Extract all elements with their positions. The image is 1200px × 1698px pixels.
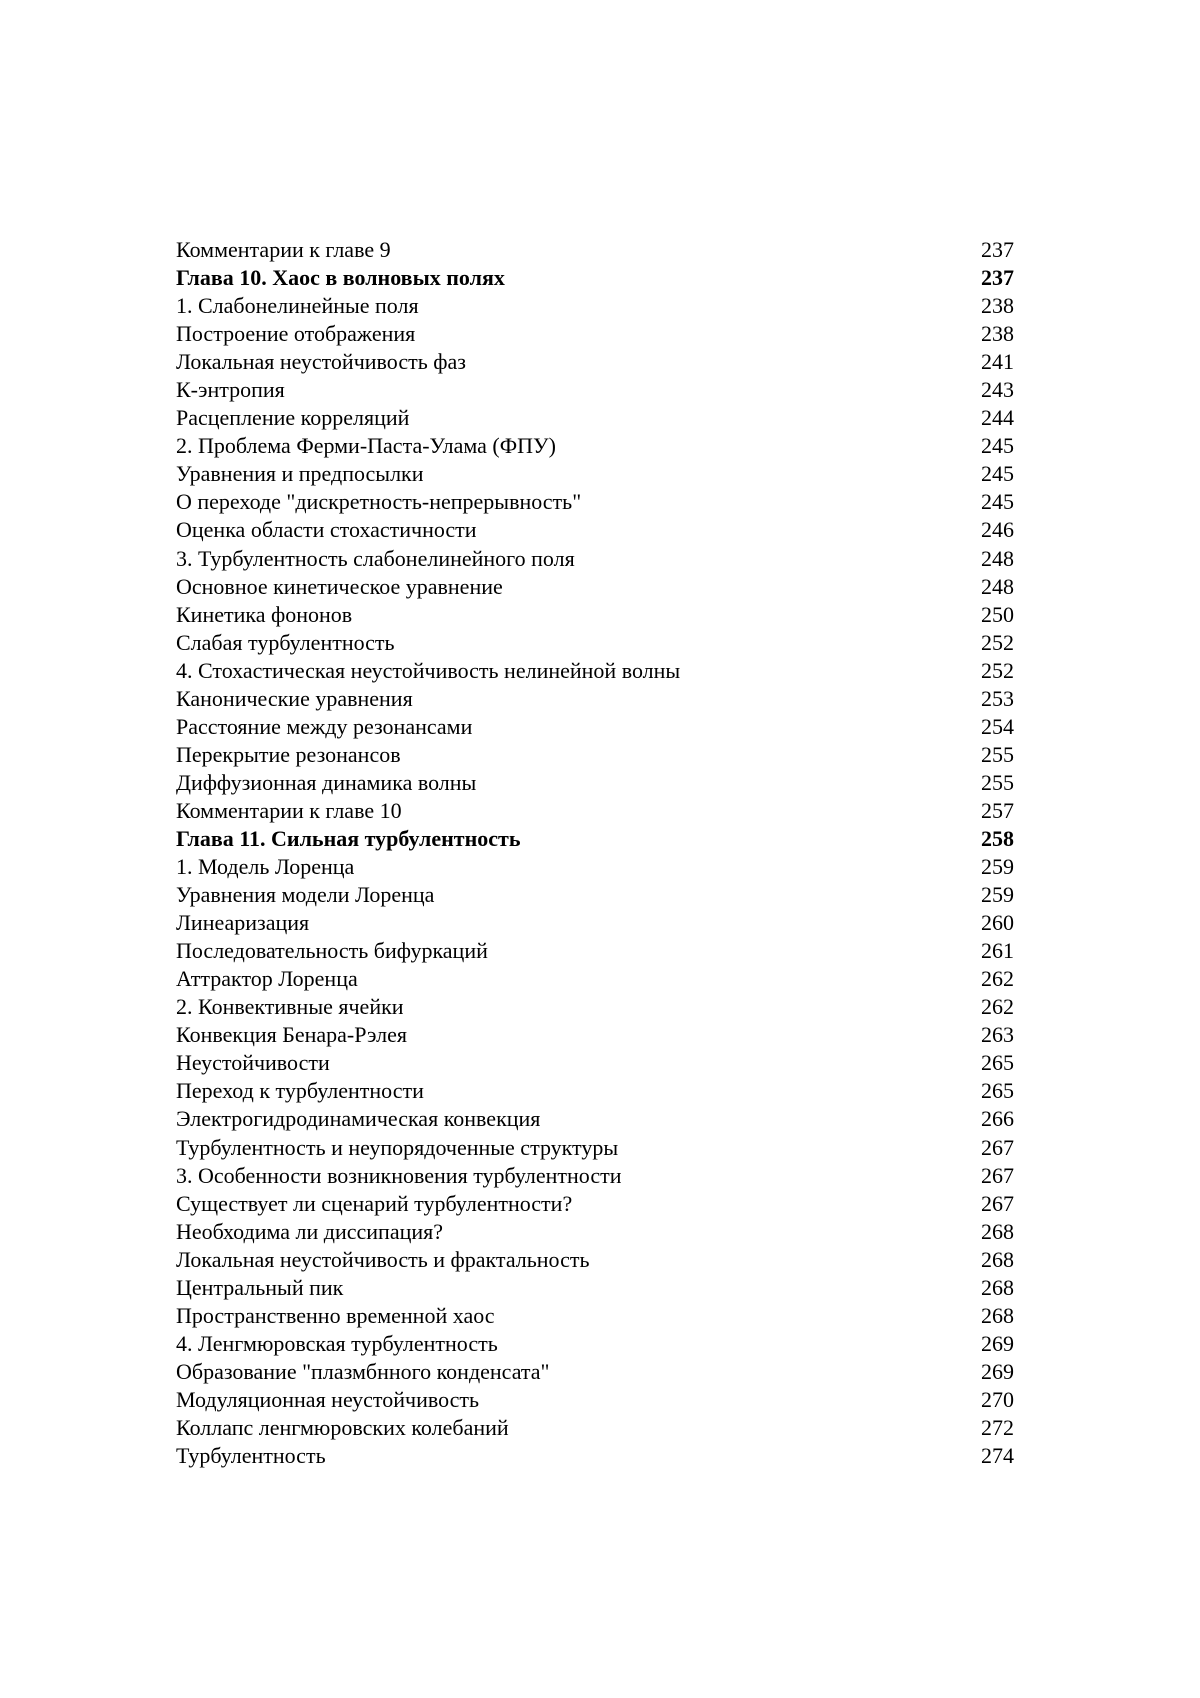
toc-entry-page-number: 263: [981, 1022, 1014, 1048]
toc-entry-page-number: 255: [981, 741, 1014, 767]
toc-entry-page-number: 241: [981, 349, 1014, 375]
toc-entry: [176, 1190, 1014, 1218]
toc-entry: [176, 348, 1014, 376]
toc-entry: [176, 1358, 1014, 1386]
toc-entry: [176, 1274, 1014, 1302]
toc-entry-title: К-энтропия: [176, 377, 285, 403]
toc-entry: [176, 1246, 1014, 1274]
toc-entry: [176, 685, 1014, 713]
toc-entry-title: Комментарии к главе 9: [176, 237, 391, 262]
toc-entry: [176, 965, 1014, 993]
toc-entry-page-number: 269: [981, 1330, 1014, 1356]
toc-entry-page-number: 254: [981, 713, 1014, 739]
table-of-contents: [176, 236, 1014, 1470]
toc-entry-page-number: 238: [981, 293, 1014, 319]
toc-entry-title: Центральный пик: [176, 1274, 344, 1300]
toc-entry-title: Коллапс ленгмюровских колебаний: [176, 1414, 509, 1440]
toc-entry: [176, 1330, 1014, 1358]
toc-entry: [176, 432, 1014, 460]
toc-entry: [176, 1021, 1014, 1049]
toc-entry: [176, 601, 1014, 629]
toc-entry-page-number: 237: [981, 237, 1014, 262]
toc-entry-page-number: 243: [981, 377, 1014, 403]
toc-entry: [176, 741, 1014, 769]
toc-entry-title: 3. Особенности возникновения турбулентности: [176, 1162, 622, 1188]
toc-entry: [176, 713, 1014, 741]
toc-entry-page-number: 252: [981, 657, 1014, 683]
toc-entry-page-number: 259: [981, 882, 1014, 908]
toc-entry-page-number: 274: [981, 1443, 1014, 1469]
toc-entry: [176, 797, 1014, 825]
toc-entry: [176, 292, 1014, 320]
toc-entry-page-number: 248: [981, 545, 1014, 571]
toc-entry: [176, 1105, 1014, 1133]
toc-entry-title: Глава 11. Сильная турбулентность: [176, 825, 521, 851]
toc-entry-title: Образование "плазмбнного конденсата": [176, 1358, 550, 1384]
toc-entry-page-number: 270: [981, 1386, 1014, 1412]
toc-entry-page-number: 245: [981, 433, 1014, 459]
toc-entry-page-number: 237: [981, 265, 1014, 291]
toc-entry-page-number: 245: [981, 461, 1014, 487]
toc-entry: [176, 1134, 1014, 1162]
toc-chapter-heading: [176, 825, 1014, 853]
toc-entry: [176, 937, 1014, 965]
toc-entry-page-number: 272: [981, 1414, 1014, 1440]
toc-entry-page-number: 248: [981, 573, 1014, 599]
toc-entry-title: Уравнения и предпосылки: [176, 461, 424, 487]
toc-entry-page-number: 268: [981, 1246, 1014, 1272]
toc-entry: [176, 376, 1014, 404]
toc-entry-title: Последовательность бифуркаций: [176, 938, 488, 964]
toc-entry: [176, 909, 1014, 937]
toc-entry-title: Электрогидродинамическая конвекция: [176, 1106, 541, 1132]
toc-entry-title: Конвекция Бенара-Рэлея: [176, 1022, 407, 1048]
toc-chapter-heading: [176, 264, 1014, 292]
toc-entry-page-number: 250: [981, 601, 1014, 627]
toc-entry-title: Линеаризация: [176, 910, 310, 936]
toc-entry-title: Диффузионная динамика волны: [176, 769, 477, 795]
toc-entry: [176, 404, 1014, 432]
toc-entry: [176, 488, 1014, 516]
toc-entry-title: Расцепление корреляций: [176, 405, 410, 431]
toc-entry: [176, 1218, 1014, 1246]
toc-entry-page-number: 238: [981, 321, 1014, 347]
toc-entry: [176, 516, 1014, 544]
toc-entry-title: 1. Слабонелинейные поля: [176, 293, 419, 319]
toc-entry-page-number: 268: [981, 1218, 1014, 1244]
toc-entry-page-number: 268: [981, 1274, 1014, 1300]
toc-entry: [176, 545, 1014, 573]
toc-entry-title: 4. Ленгмюровская турбулентность: [176, 1330, 498, 1356]
toc-entry: [176, 993, 1014, 1021]
toc-entry-title: Глава 10. Хаос в волновых полях: [176, 265, 505, 291]
toc-entry: [176, 1414, 1014, 1442]
toc-entry: [176, 573, 1014, 601]
toc-entry-page-number: 267: [981, 1190, 1014, 1216]
toc-entry-title: Локальная неустойчивость и фрактальность: [176, 1246, 590, 1272]
toc-entry-page-number: 246: [981, 517, 1014, 543]
toc-entry-title: 2. Конвективные ячейки: [176, 994, 404, 1020]
toc-entry-page-number: 265: [981, 1078, 1014, 1104]
toc-entry-title: Кинетика фононов: [176, 601, 353, 627]
toc-entry-title: Существует ли сценарий турбулентности?: [176, 1190, 573, 1216]
toc-entry-page-number: 268: [981, 1302, 1014, 1328]
toc-entry-title: Пространственно временной хаос: [176, 1302, 495, 1328]
toc-entry-page-number: 253: [981, 685, 1014, 711]
toc-entry-page-number: 269: [981, 1358, 1014, 1384]
toc-entry-title: Неустойчивости: [176, 1050, 330, 1076]
toc-entry-title: Переход к турбулентности: [176, 1078, 424, 1104]
toc-entry-title: Локальная неустойчивость фаз: [176, 349, 466, 375]
toc-entry-title: 1. Модель Лоренца: [176, 854, 355, 880]
toc-entry: [176, 1049, 1014, 1077]
toc-entry: [176, 1077, 1014, 1105]
toc-entry-title: Комментарии к главе 10: [176, 797, 402, 823]
toc-entry-title: Оценка области стохастичности: [176, 517, 477, 543]
toc-entry-title: Турбулентность и неупорядоченные структуры: [176, 1134, 619, 1160]
toc-entry-title: О переходе "дискретность-непрерывность": [176, 489, 582, 515]
toc-entry: [176, 769, 1014, 797]
toc-entry-page-number: 245: [981, 489, 1014, 515]
toc-entry-title: Турбулентность: [176, 1443, 326, 1469]
toc-entry-page-number: 265: [981, 1050, 1014, 1076]
toc-entry-page-number: 266: [981, 1106, 1014, 1132]
toc-entry-title: Построение отображения: [176, 321, 416, 347]
toc-entry: [176, 853, 1014, 881]
toc-entry: [176, 460, 1014, 488]
toc-entry: [176, 320, 1014, 348]
toc-entry-page-number: 258: [981, 825, 1014, 851]
toc-entry-title: 2. Проблема Ферми-Паста-Улама (ФПУ): [176, 433, 556, 459]
toc-entry-page-number: 259: [981, 854, 1014, 880]
toc-entry: [176, 881, 1014, 909]
toc-entry: [176, 1442, 1014, 1470]
toc-entry-page-number: 261: [981, 938, 1014, 964]
toc-entry-title: Аттрактор Лоренца: [176, 966, 358, 992]
toc-entry-page-number: 267: [981, 1134, 1014, 1160]
toc-entry-page-number: 252: [981, 629, 1014, 655]
toc-entry-page-number: 262: [981, 966, 1014, 992]
toc-entry-title: Перекрытие резонансов: [176, 741, 401, 767]
toc-entry: [176, 1162, 1014, 1190]
toc-entry: [176, 1386, 1014, 1414]
toc-entry-title: Слабая турбулентность: [176, 629, 395, 655]
toc-entry-page-number: 255: [981, 769, 1014, 795]
toc-entry-title: Основное кинетическое уравнение: [176, 573, 503, 599]
toc-entry-title: Расстояние между резонансами: [176, 713, 473, 739]
toc-entry-page-number: 262: [981, 994, 1014, 1020]
toc-entry-page-number: 257: [981, 797, 1014, 823]
toc-entry-title: Необходима ли диссипация?: [176, 1218, 444, 1244]
toc-entry-page-number: 267: [981, 1162, 1014, 1188]
toc-entry-title: 3. Турбулентность слабонелинейного поля: [176, 545, 575, 571]
toc-entry-title: 4. Стохастическая неустойчивость нелинейной волны: [176, 657, 681, 683]
toc-entry: [176, 236, 1014, 264]
toc-entry: [176, 629, 1014, 657]
toc-entry-title: Канонические уравнения: [176, 685, 413, 711]
toc-entry-title: Уравнения модели Лоренца: [176, 882, 435, 908]
toc-entry: [176, 1302, 1014, 1330]
toc-entry: [176, 657, 1014, 685]
toc-entry-title: Модуляционная неустойчивость: [176, 1386, 480, 1412]
toc-entry-page-number: 260: [981, 910, 1014, 936]
toc-entry-page-number: 244: [981, 405, 1014, 431]
